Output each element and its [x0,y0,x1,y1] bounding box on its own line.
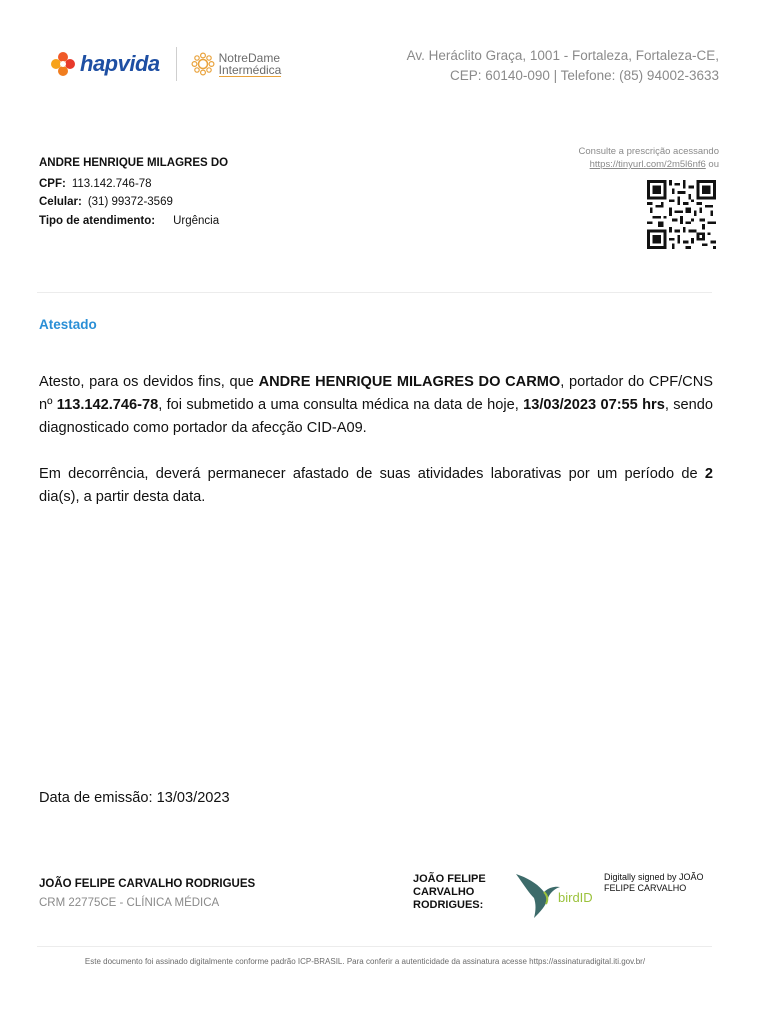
cpf-label: CPF: [39,178,66,190]
patient-cpf-row [39,178,152,190]
notredame-sun-logo-icon [191,52,215,76]
patient-cpf-bold: 113.142.746-78 [56,397,159,413]
phone-value: (31) 99372-3569 [87,196,173,208]
consult-text: Consulte a prescrição acessando [578,146,719,157]
doctor-name: JOÃO FELIPE CARVALHO RODRIGUES [39,878,256,890]
patient-full-name: ANDRE HENRIQUE MILAGRES DO CARMO [258,374,561,390]
certificate-paragraph: Atesto, para os devidos fins, que ANDRE HENRIQUE MILAGRES DO CARMO, portador do CPF/CNS nº 113.142.746-78, foi submetido a uma consulta médica na data de hoje, 13/03/2023 07:55 hrs, sendo diagnosticado como portador da afecção CID-A09. [39,374,713,436]
service-type-value: Urgência [173,215,220,227]
header-separator [37,292,712,293]
qr-code-icon[interactable] [645,180,718,249]
footer-legal-text: Este documento foi assinado digitalmente conforme padrão ICP-BRASIL. Para conferir a autenticidade da assinatura acesse https://assinaturadigital.iti.gov.br/ [84,957,646,966]
phone-label: Celular: [39,196,82,208]
digital-signature-note: Digitally signed by JOÃO FELIPE CARVALHO [604,872,704,893]
logo-divider [176,47,177,81]
service-type-label: Tipo de atendimento: [39,215,156,227]
service-type-row [39,215,219,227]
consult-datetime: 13/03/2023 07:55 hrs [523,397,665,413]
prescription-link[interactable]: https://tinyurl.com/2m5l6nf6 [589,159,706,170]
consult-suffix: ou [705,159,719,170]
cpf-value: 113.142.746-78 [71,178,152,190]
header-logos [50,44,281,84]
prescription-consult [499,145,719,171]
emission-date: Data de emissão: 13/03/2023 [39,790,230,806]
leave-days: 2 [704,466,713,482]
birdid-logo-icon [514,870,606,922]
clinic-address: Av. Heráclito Graça, 1001 - Fortaleza, Fortaleza-CE, CEP: 60140-090 | Telefone: (85) 94002-3633 [406,48,719,83]
document-title: Atestado [39,317,97,332]
patient-phone-row [39,196,173,208]
footer-separator [37,946,712,947]
signature-name: JOÃO FELIPE CARVALHO RODRIGUES: [413,873,486,911]
hapvida-wordmark: hapvida [80,51,160,76]
notredame-wordmark: NotreDame Intermédica [218,50,282,77]
birdid-logo-text: birdID [558,890,593,905]
leave-paragraph: Em decorrência, deverá permanecer afastado de suas atividades laborativas por um período de 2 dia(s), a partir desta data. [39,466,713,505]
patient-name: ANDRE HENRIQUE MILAGRES DO [39,157,229,169]
hapvida-flower-logo-icon [50,51,76,77]
doctor-crm: CRM 22775CE - CLÍNICA MÉDICA [39,897,220,909]
